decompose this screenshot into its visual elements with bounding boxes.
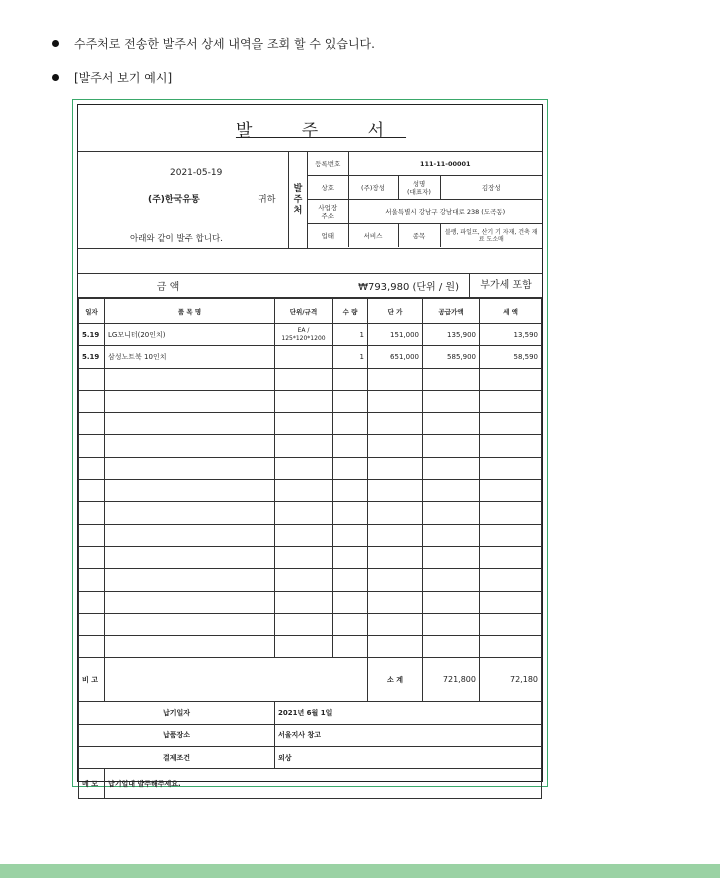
empty-cell [368,569,423,591]
empty-cell [368,613,423,635]
empty-cell [423,435,480,457]
subtotal-label: 소 계 [368,658,423,702]
cell-price: 651,000 [368,346,423,368]
table-row-empty [79,390,542,412]
subtotal-supply: 721,800 [423,658,480,702]
purchase-order-preview [72,99,548,787]
table-row-empty [79,435,542,457]
empty-cell [368,368,423,390]
empty-cell [480,569,542,591]
table-row-empty [79,502,542,524]
empty-cell [480,546,542,568]
empty-cell [105,435,275,457]
empty-cell [105,636,275,658]
empty-cell [333,457,368,479]
empty-cell [275,591,333,613]
delivery-date-value: 2021년 6월 1일 [275,702,542,724]
empty-cell [105,569,275,591]
empty-cell [105,502,275,524]
empty-cell [368,390,423,412]
empty-cell [423,546,480,568]
empty-cell [480,591,542,613]
memo-row [79,769,542,799]
col-date: 일자 [79,299,105,324]
address-value: 서울특별시 강남구 강남대로 238 (도곡동) [348,200,542,224]
empty-cell [423,636,480,658]
reg-no-label: 등록번호 [308,152,348,176]
cell-date: 5.19 [79,346,105,368]
empty-cell [79,413,105,435]
footer-bar [0,864,720,878]
empty-cell [480,480,542,502]
cell-supply: 135,900 [423,324,480,346]
name-label: 성명 (대표자) [398,176,440,200]
table-row-empty [79,413,542,435]
bullet-item [52,68,375,86]
company-value: (주)장성 [348,176,398,200]
empty-cell [368,480,423,502]
bullet-text: 수주처로 전송한 발주서 상세 내역을 조회 할 수 있습니다. [74,36,375,51]
subtotal-tax: 72,180 [480,658,542,702]
empty-cell [79,457,105,479]
business-value: 서비스 [348,224,398,248]
address-label: 사업장 주소 [308,200,348,224]
vat-included: 부가세 포함 [469,274,542,297]
empty-cell [423,569,480,591]
bullet-text: [발주서 보기 예시] [74,70,173,85]
empty-cell [275,613,333,635]
remark-value [105,658,368,702]
amount-label: 금 액 [156,282,180,293]
intro-bullets [52,34,375,102]
empty-cell [333,546,368,568]
table-row-empty [79,368,542,390]
table-row-empty [79,613,542,635]
cell-tax: 13,590 [480,324,542,346]
empty-cell [333,636,368,658]
item-value: 블랭, 파일뜨, 산기 기 자재, 건축 재료 도소매 [440,224,542,248]
empty-cell [480,613,542,635]
empty-cell [105,480,275,502]
empty-cell [480,368,542,390]
empty-cell [480,457,542,479]
empty-cell [333,502,368,524]
cell-name: LG모니터(20인치) [105,324,275,346]
issuer-info [308,152,542,248]
empty-cell [79,435,105,457]
empty-cell [368,413,423,435]
empty-cell [423,613,480,635]
col-item-name: 품 목 명 [105,299,275,324]
bullet-item [52,34,375,52]
empty-cell [423,368,480,390]
item-label: 종목 [398,224,440,248]
cell-date: 5.19 [79,324,105,346]
empty-cell [79,368,105,390]
empty-cell [275,480,333,502]
recipient-block [78,152,288,248]
cell-name: 삼성노트북 10인치 [105,346,275,368]
delivery-place-label: 납품장소 [79,724,275,746]
empty-cell [275,368,333,390]
delivery-date-label: 납기일자 [79,702,275,724]
empty-cell [275,435,333,457]
business-label: 업태 [308,224,348,248]
cell-unit: EA / 125*120*1200 [275,324,333,346]
empty-cell [79,569,105,591]
empty-cell [105,524,275,546]
delivery-place-row [79,724,542,746]
delivery-date-row [79,702,542,724]
col-qty: 수 량 [333,299,368,324]
empty-cell [333,524,368,546]
table-row-empty [79,546,542,568]
document-title-row [78,105,542,152]
empty-cell [275,546,333,568]
spacer-row [78,249,542,274]
subtotal-row [79,658,542,702]
empty-cell [105,390,275,412]
empty-cell [423,390,480,412]
empty-cell [275,457,333,479]
delivery-place-value: 서울지사 창고 [275,724,542,746]
empty-cell [275,502,333,524]
table-row [79,346,542,368]
cell-tax: 58,590 [480,346,542,368]
table-row-empty [79,457,542,479]
empty-cell [423,413,480,435]
empty-cell [333,390,368,412]
empty-cell [79,613,105,635]
empty-cell [368,435,423,457]
empty-cell [275,569,333,591]
reg-no-value: 111-11-00001 [348,152,542,176]
empty-cell [105,457,275,479]
empty-cell [105,613,275,635]
cell-unit [275,346,333,368]
empty-cell [275,524,333,546]
col-price: 단 가 [368,299,423,324]
empty-cell [480,502,542,524]
table-row-empty [79,636,542,658]
empty-cell [79,480,105,502]
bullet-dot-icon [52,74,59,81]
cell-price: 151,000 [368,324,423,346]
cell-supply: 585,900 [423,346,480,368]
empty-cell [480,636,542,658]
empty-cell [275,413,333,435]
empty-cell [275,636,333,658]
empty-cell [368,502,423,524]
empty-cell [79,524,105,546]
items-table [78,298,542,799]
empty-cell [333,413,368,435]
col-tax: 세 액 [480,299,542,324]
empty-cell [423,457,480,479]
document-title: 발 주 서 [235,120,407,141]
table-row-empty [79,480,542,502]
empty-cell [480,524,542,546]
col-supply: 공급가액 [423,299,480,324]
empty-cell [79,502,105,524]
empty-cell [79,591,105,613]
order-date: 2021-05-19 [170,168,223,178]
empty-cell [480,413,542,435]
table-row-empty [79,524,542,546]
empty-cell [333,569,368,591]
memo-value: 납기일내 발주해주세요. [105,769,542,799]
payment-terms-label: 결제조건 [79,747,275,769]
purchase-order-document [77,104,543,788]
empty-cell [423,591,480,613]
empty-cell [333,435,368,457]
table-row-empty [79,591,542,613]
empty-cell [368,591,423,613]
company-label: 상호 [308,176,348,200]
issuer-label: 발 주 처 [288,152,308,248]
empty-cell [368,636,423,658]
empty-cell [105,591,275,613]
empty-cell [423,480,480,502]
empty-cell [333,480,368,502]
amount-row [78,274,542,298]
remark-label: 비 고 [79,658,105,702]
empty-cell [368,546,423,568]
empty-cell [275,390,333,412]
greeting-text: 아래와 같이 발주 합니다. [130,234,223,244]
memo-label: 메 모 [79,769,105,799]
empty-cell [79,546,105,568]
table-row [79,324,542,346]
empty-cell [105,413,275,435]
empty-cell [333,368,368,390]
amount-value: ₩793,980 (단위 / 원) [358,282,459,293]
empty-cell [423,524,480,546]
empty-cell [423,502,480,524]
empty-cell [79,636,105,658]
empty-cell [333,613,368,635]
empty-cell [368,524,423,546]
empty-cell [79,390,105,412]
payment-terms-row [79,747,542,769]
empty-cell [480,390,542,412]
name-value: 김장성 [440,176,542,200]
recipient-name: (주)한국유통 [148,195,200,205]
col-unit: 단위/규격 [275,299,333,324]
empty-cell [333,591,368,613]
payment-terms-value: 외상 [275,747,542,769]
honorific: 귀하 [258,195,276,205]
bullet-dot-icon [52,40,59,47]
table-row-empty [79,569,542,591]
empty-cell [368,457,423,479]
cell-qty: 1 [333,346,368,368]
header-section [78,152,542,249]
empty-cell [105,546,275,568]
empty-cell [105,368,275,390]
empty-cell [480,435,542,457]
cell-qty: 1 [333,324,368,346]
item-rows [79,324,542,658]
